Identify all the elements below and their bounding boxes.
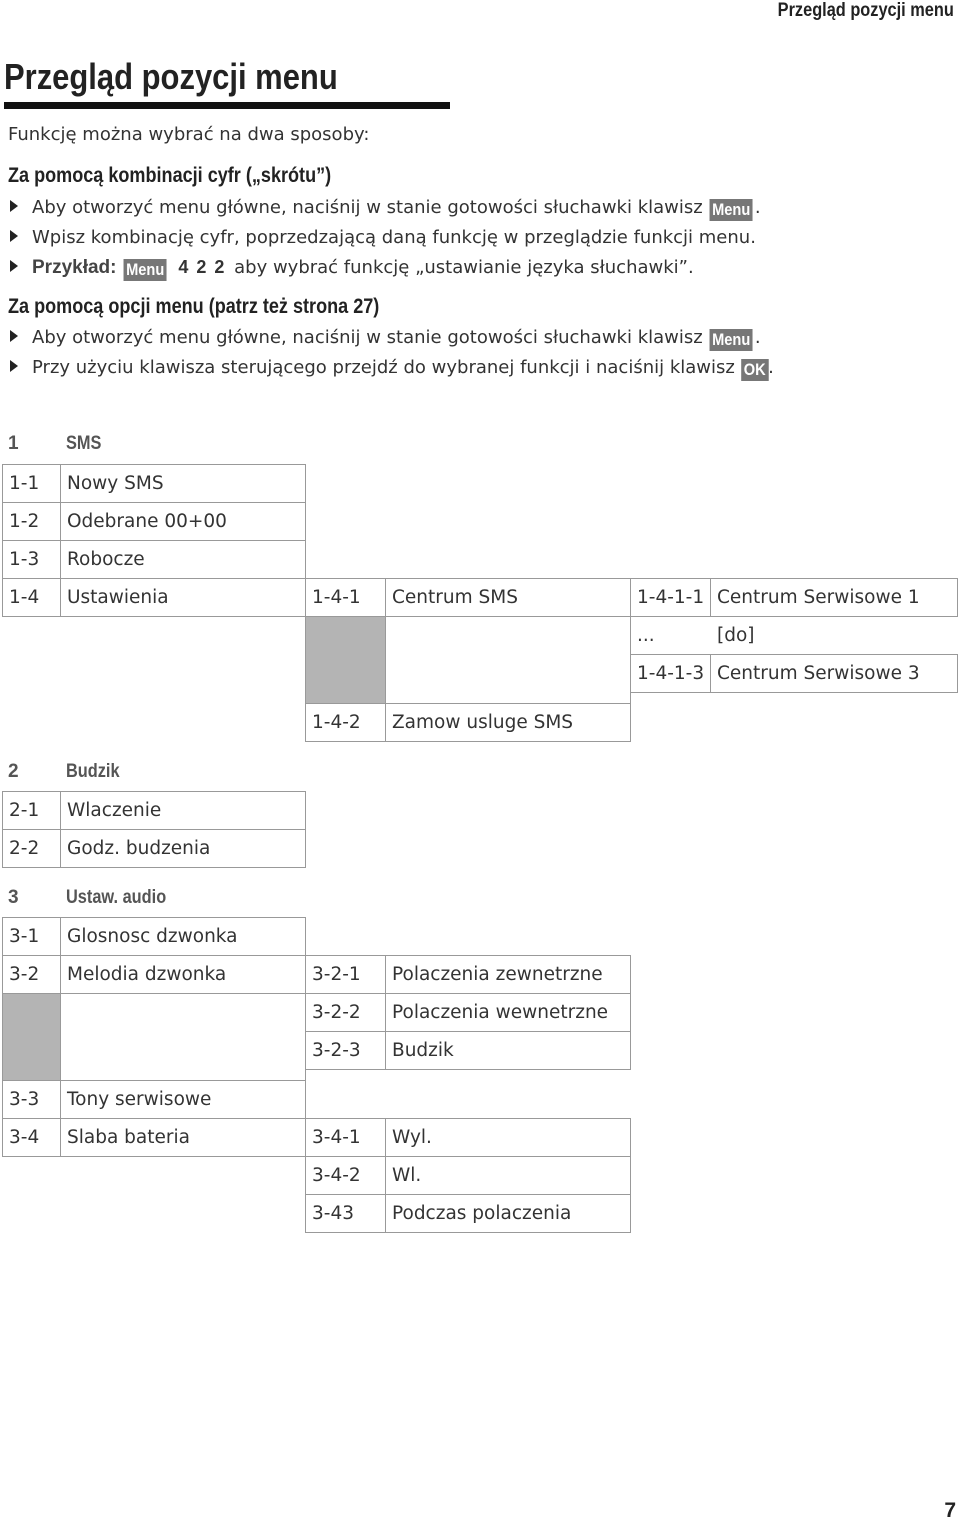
- menu-label: Wlaczenie: [60, 791, 306, 830]
- menu-key: Menu: [710, 329, 753, 351]
- menu-label: Slaba bateria: [60, 1118, 306, 1157]
- menu-code: 1-4-1: [305, 578, 386, 617]
- bullet-text: aby wybrać funkcję „ustawianie języka słuchawki”.: [234, 257, 694, 278]
- menu-label: Zamow usluge SMS: [385, 703, 631, 742]
- menu-label: Nowy SMS: [60, 464, 306, 503]
- menu-code: 1-1: [2, 464, 61, 503]
- menu-code: 3-4-2: [305, 1156, 386, 1195]
- bullet-text: Przy użyciu klawisza sterującego przejdź do wybranej funkcji i naciśnij klawisz: [32, 357, 735, 378]
- title-rule: [4, 102, 450, 109]
- running-header: Przegląd pozycji menu: [777, 0, 954, 21]
- ok-key: OK: [741, 359, 768, 381]
- menu-code: 3-2-3: [305, 1031, 386, 1070]
- menu-label: Podczas polaczenia: [385, 1194, 631, 1233]
- page-title: Przegląd pozycji menu: [4, 56, 338, 97]
- empty-cell: [60, 993, 306, 1081]
- menu-label: Ustawienia: [60, 578, 306, 617]
- bullet-text: Wpisz kombinację cyfr, poprzedzającą daną funkcję w przeglądzie funkcji menu.: [32, 227, 756, 248]
- menu-code: 1-3: [2, 540, 61, 579]
- menu-code: 1-2: [2, 502, 61, 541]
- bullet-text: Aby otworzyć menu główne, naciśnij w stanie gotowości słuchawki klawisz: [32, 327, 703, 348]
- section-number: 1: [8, 433, 19, 454]
- bullet-arrow-icon: [10, 260, 18, 272]
- menu-label: [do]: [717, 625, 755, 646]
- menu-code: ...: [637, 625, 655, 646]
- bullet-arrow-icon: [10, 360, 18, 372]
- menu-key: Menu: [124, 259, 167, 281]
- menu-label: Robocze: [60, 540, 306, 579]
- menu-label: Budzik: [385, 1031, 631, 1070]
- section-number: 2: [8, 761, 19, 782]
- menu-code: 1-4-1-3: [630, 654, 711, 693]
- menu-label: Centrum Serwisowe 1: [710, 578, 958, 617]
- menu-label: Polaczenia wewnetrzne: [385, 993, 631, 1032]
- bullet-arrow-icon: [10, 200, 18, 212]
- menu-code: 2-1: [2, 791, 61, 830]
- menu-code: 3-2-1: [305, 955, 386, 994]
- menu-label: Wyl.: [385, 1118, 631, 1157]
- method1-bullet-2: [10, 227, 756, 248]
- bullet-text: Aby otworzyć menu główne, naciśnij w stanie gotowości słuchawki klawisz: [32, 197, 703, 218]
- menu-code: 3-3: [2, 1080, 61, 1119]
- section-number: 3: [8, 887, 19, 908]
- menu-label: Polaczenia zewnetrzne: [385, 955, 631, 994]
- method1-heading: Za pomocą kombinacji cyfr („skrótu”): [8, 164, 332, 187]
- menu-code: 3-2: [2, 955, 61, 994]
- menu-code: 1-4: [2, 578, 61, 617]
- empty-cell: [385, 616, 631, 704]
- section-title: Budzik: [66, 761, 120, 782]
- menu-label: Centrum Serwisowe 3: [710, 654, 958, 693]
- section-title: Ustaw. audio: [66, 887, 167, 908]
- example-label: Przykład:: [32, 257, 117, 278]
- gray-filler: [305, 616, 386, 704]
- menu-code: 2-2: [2, 829, 61, 868]
- section-title: SMS: [66, 433, 102, 454]
- digit-key: 2: [214, 257, 225, 277]
- menu-code: 3-2-2: [305, 993, 386, 1032]
- method2-heading: Za pomocą opcji menu (patrz też strona 27): [8, 295, 380, 318]
- page-number: 7: [944, 1499, 956, 1522]
- digit-key: 4: [178, 257, 189, 277]
- menu-code: 3-4: [2, 1118, 61, 1157]
- bullet-end: .: [754, 327, 761, 348]
- menu-label: Tony serwisowe: [60, 1080, 306, 1119]
- menu-key: Menu: [710, 199, 753, 221]
- menu-code: 1-4-2: [305, 703, 386, 742]
- digit-key: 2: [196, 257, 207, 277]
- menu-code: 3-43: [305, 1194, 386, 1233]
- bullet-end: .: [754, 197, 761, 218]
- menu-code: 3-1: [2, 917, 61, 956]
- menu-label: Godz. budzenia: [60, 829, 306, 868]
- bullet-arrow-icon: [10, 330, 18, 342]
- method2-bullet-1: [10, 327, 761, 351]
- menu-label: Odebrane 00+00: [60, 502, 306, 541]
- menu-label: Melodia dzwonka: [60, 955, 306, 994]
- bullet-arrow-icon: [10, 230, 18, 242]
- menu-label: Centrum SMS: [385, 578, 631, 617]
- method2-bullet-2: [10, 357, 774, 381]
- menu-label: Glosnosc dzwonka: [60, 917, 306, 956]
- menu-label: Wl.: [385, 1156, 631, 1195]
- intro-text: Funkcję można wybrać na dwa sposoby:: [8, 124, 370, 145]
- menu-code: 3-4-1: [305, 1118, 386, 1157]
- bullet-end: .: [768, 357, 774, 378]
- menu-code: 1-4-1-1: [630, 578, 711, 617]
- method1-bullet-3: [10, 257, 694, 281]
- gray-filler: [2, 993, 61, 1081]
- method1-bullet-1: [10, 197, 761, 221]
